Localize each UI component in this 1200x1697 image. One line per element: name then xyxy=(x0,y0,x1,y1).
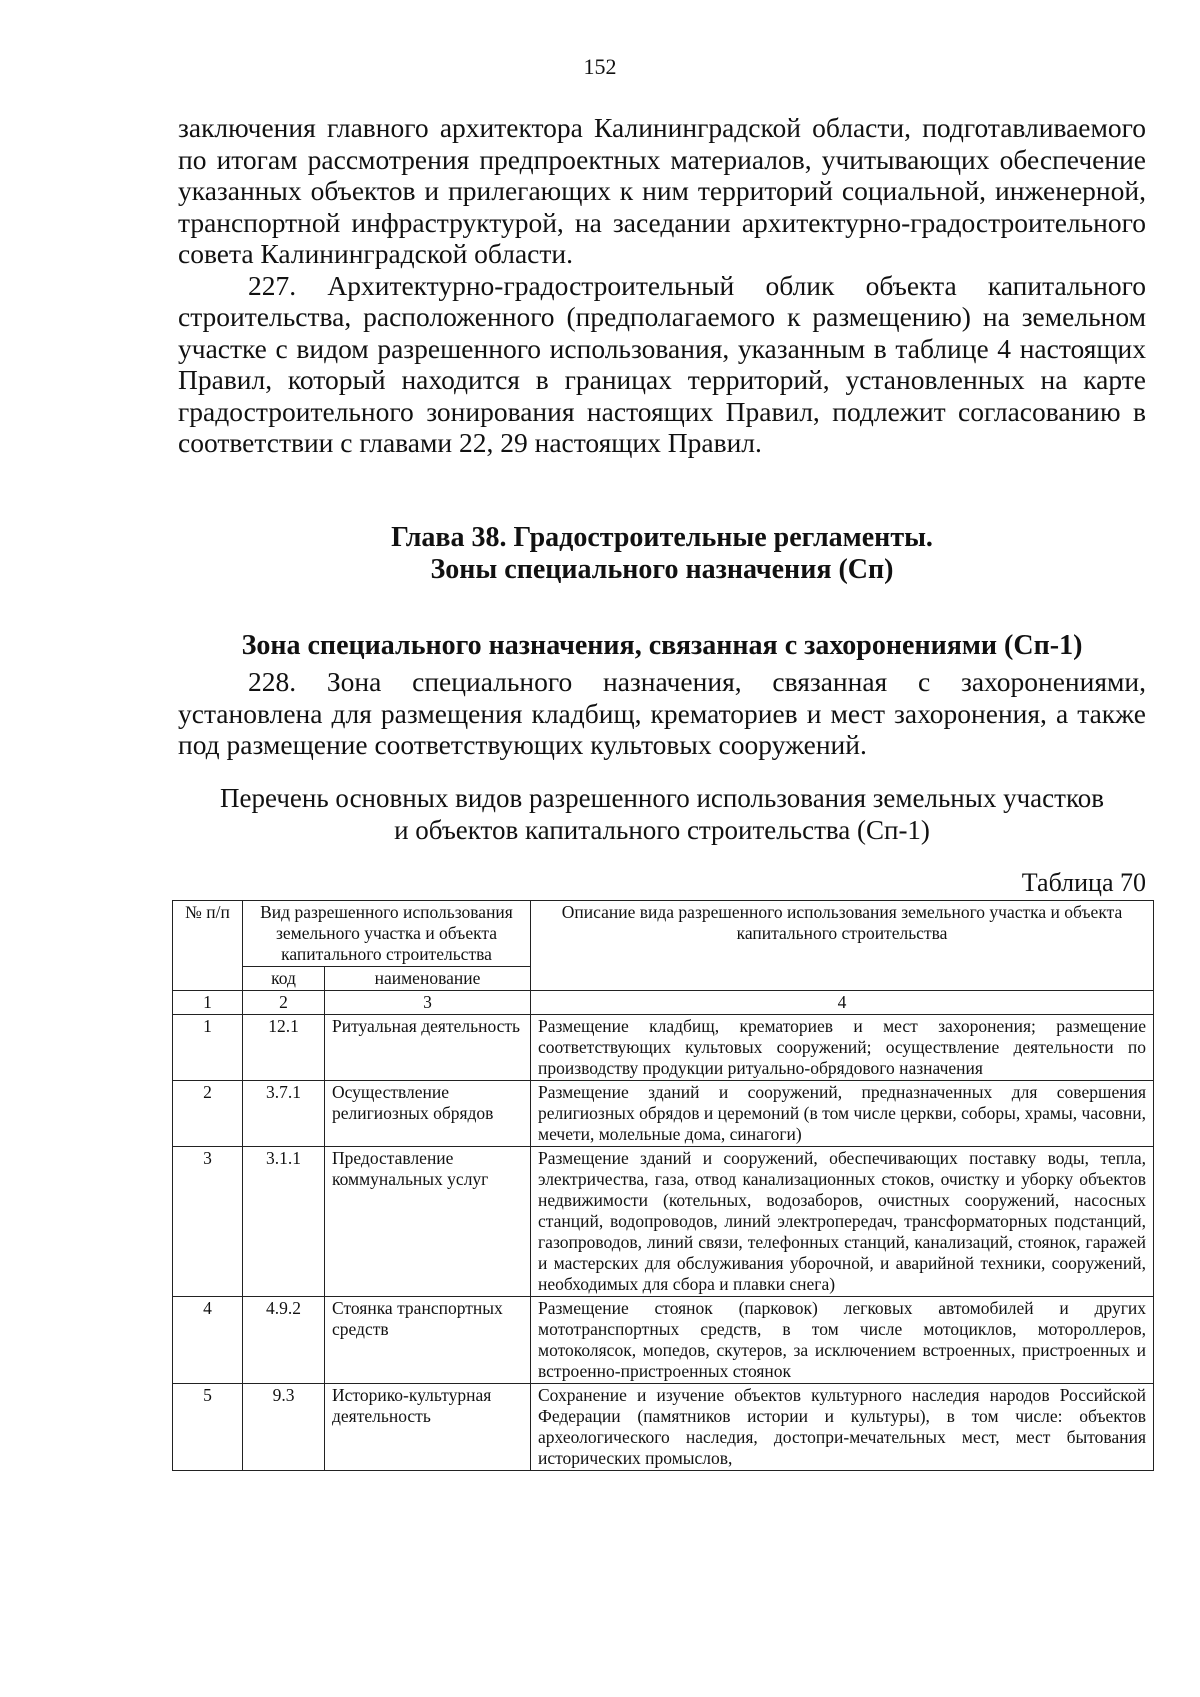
header-code: код xyxy=(243,967,325,991)
list-title-line1: Перечень основных видов разрешенного использования земельных участков xyxy=(220,783,1104,813)
row-num: 4 xyxy=(173,1297,243,1384)
row-desc: Размещение стоянок (парковок) легковых автомобилей и других мототранспортных средств, в том числе мотоциклов, мотороллеров, мотоколясок, мопедов, скутеров, за исключением встроенных, пристроенных и встроенно-пристроенных стоянок xyxy=(531,1297,1154,1384)
row-name: Историко-культурная деятельность xyxy=(325,1384,531,1471)
row-code: 3.7.1 xyxy=(243,1081,325,1147)
row-desc: Размещение зданий и сооружений, обеспечивающих поставку воды, тепла, электричества, газа, отвод канализационных стоков, очистку и уборку объектов недвижимости (котельных, водозаборов, очистных сооружений, насосных станций, водопроводов, линий электропередач, трансформаторных подстанций, газопроводов, линий связи, телефонных станций, канализаций, стоянок, гаражей и мастерских для обслуживания уборочной, и аварийной техники, сооружений, необходимых для сбора и плавки снега) xyxy=(531,1147,1154,1297)
column-numbers-row xyxy=(173,991,1154,1015)
list-title-line2: и объектов капитального строительства (Сп-1) xyxy=(394,815,930,845)
row-num: 5 xyxy=(173,1384,243,1471)
column-number: 3 xyxy=(325,991,531,1015)
table-row xyxy=(173,1384,1154,1471)
header-num: № п/п xyxy=(173,901,243,991)
table-row xyxy=(173,1297,1154,1384)
row-num: 3 xyxy=(173,1147,243,1297)
row-num: 1 xyxy=(173,1015,243,1081)
body-text xyxy=(178,112,1146,459)
table-row xyxy=(173,1147,1154,1297)
paragraph-227: 227. Архитектурно-градостроительный облик объекта капитального строительства, расположенного (предполагаемого к размещению) на земельном участке с видом разрешенного использования, указанным в таблице 4 настоящих Правил, который находится в границах территорий, установленных на карте градостроительного зонирования настоящих Правил, подлежит согласованию в соответствии с главами 22, 29 настоящих Правил. xyxy=(178,269,1146,458)
row-code: 4.9.2 xyxy=(243,1297,325,1384)
row-code: 12.1 xyxy=(243,1015,325,1081)
table-caption: Таблица 70 xyxy=(1021,868,1146,897)
header-name: наименование xyxy=(325,967,531,991)
row-desc: Размещение зданий и сооружений, предназначенных для совершения религиозных обрядов и церемоний (в том числе церкви, соборы, храмы, часовни, мечети, молельные дома, синагоги) xyxy=(531,1081,1154,1147)
row-name: Предоставление коммунальных услуг xyxy=(325,1147,531,1297)
header-kind: Вид разрешенного использования земельного участка и объекта капитального строительства xyxy=(243,901,531,967)
column-number: 2 xyxy=(243,991,325,1015)
column-number: 4 xyxy=(531,991,1154,1015)
row-code: 9.3 xyxy=(243,1384,325,1471)
column-number: 1 xyxy=(173,991,243,1015)
row-desc: Размещение кладбищ, крематориев и мест захоронения; размещение соответствующих культовых сооружений; осуществление деятельности по производству продукции ритуально-обрядового назначения xyxy=(531,1015,1154,1081)
row-name: Осуществление религиозных обрядов xyxy=(325,1081,531,1147)
paragraph-228: 228. Зона специального назначения, связанная с захоронениями, установлена для размещения кладбищ, крематориев и мест захоронения, а также под размещение соответствующих культовых сооружений. xyxy=(178,666,1146,760)
table-row xyxy=(173,1081,1154,1147)
table-row xyxy=(173,1015,1154,1081)
row-code: 3.1.1 xyxy=(243,1147,325,1297)
chapter-title-line1: Глава 38. Градостроительные регламенты. xyxy=(391,522,933,553)
row-num: 2 xyxy=(173,1081,243,1147)
row-name: Стоянка транспортных средств xyxy=(325,1297,531,1384)
row-desc: Сохранение и изучение объектов культурного наследия народов Российской Федерации (памятников истории и культуры), в том числе: объектов археологического наследия, достопри-мечательных мест, мест бытования исторических промыслов, xyxy=(531,1384,1154,1471)
zone-title: Зона специального назначения, связанная с захоронениями (Сп-1) xyxy=(241,630,1083,661)
chapter-title-line2: Зоны специального назначения (Сп) xyxy=(430,554,894,585)
row-name: Ритуальная деятельность xyxy=(325,1015,531,1081)
list-title xyxy=(178,782,1146,846)
chapter-heading xyxy=(178,522,1146,662)
header-desc: Описание вида разрешенного использования земельного участка и объекта капитального строительства xyxy=(531,901,1154,991)
continuation-paragraph: заключения главного архитектора Калининградской области, подготавливаемого по итогам рассмотрения предпроектных материалов, учитывающих обеспечение указанных объектов и прилегающих к ним территорий социальной, инженерной, транспортной инфраструктурой, на заседании архитектурно-градостроительного совета Калининградской области. xyxy=(178,112,1146,269)
use-types-table xyxy=(172,900,1154,1471)
page-number: 152 xyxy=(583,54,617,79)
